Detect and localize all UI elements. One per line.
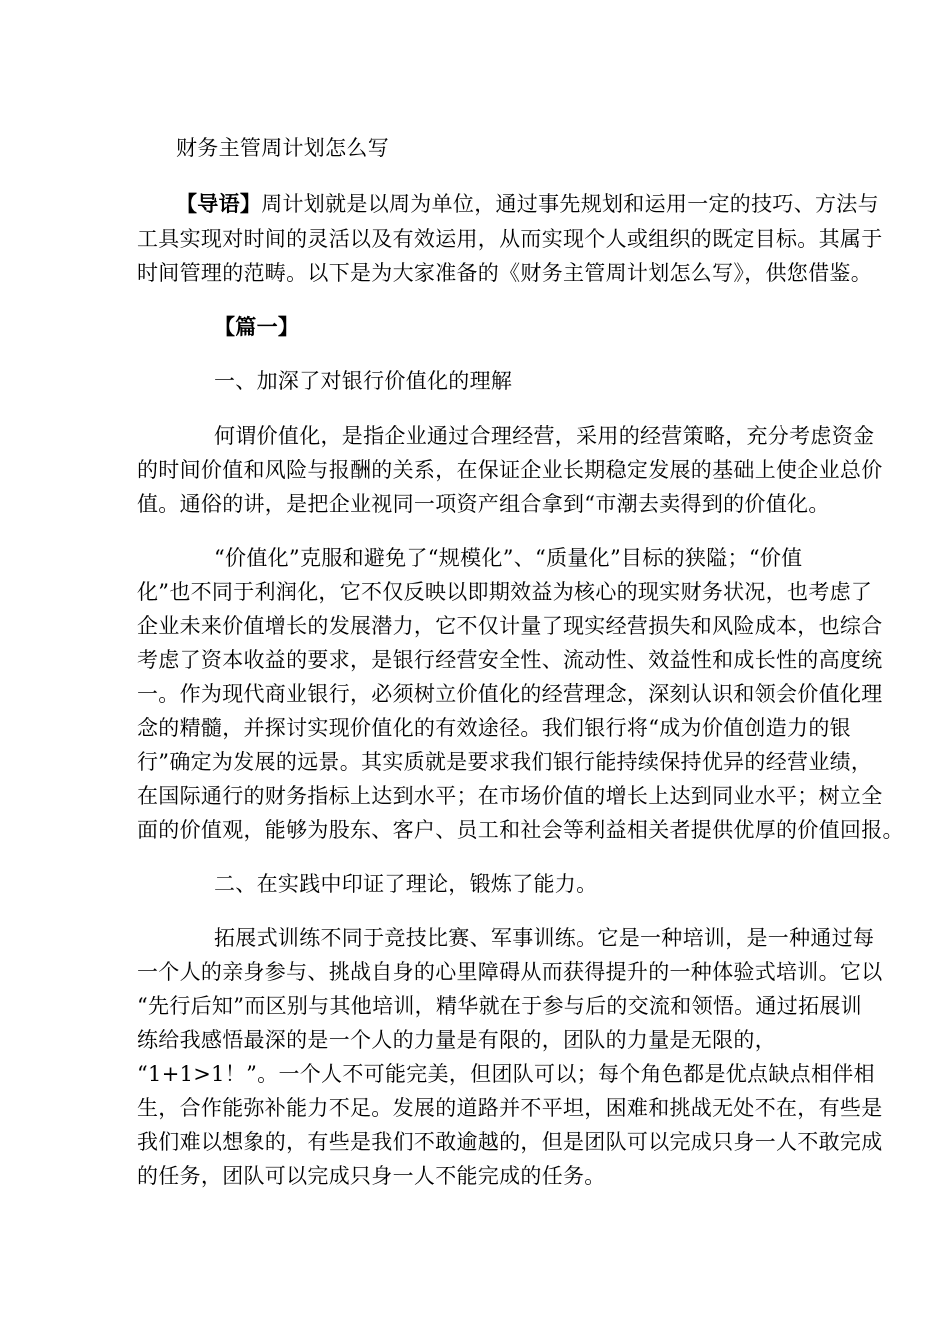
para1-line-2: 的时间价值和风险与报酬的关系，在保证企业长期稳定发展的基础上使企业总价 — [137, 458, 883, 482]
section1-heading: 一、加深了对银行价值化的理解 — [214, 369, 513, 393]
para2-line-5: 一。作为现代商业银行，必须树立价值化的经营理念，深刻认识和领会价值化理 — [137, 682, 883, 706]
para2-line-8: 在国际通行的财务指标上达到水平；在市场价值的增长上达到同业水平；树立全 — [137, 784, 883, 808]
para2-line-9: 面的价值观，能够为股东、客户、员工和社会等利益相关者提供优厚的价值回报。 — [137, 818, 904, 842]
para2-line-6: 念的精髓，并探讨实现价值化的有效途径。我们银行将“成为价值创造力的银 — [137, 716, 851, 740]
para3-line-8: 的任务，团队可以完成只身一人不能完成的任务。 — [137, 1164, 606, 1188]
para3-line-5: “1+1>1！”。一个人不可能完美，但团队可以；每个角色都是优点缺点相伴相 — [137, 1062, 875, 1086]
intro-line-1 — [176, 192, 879, 216]
para2-line-4: 考虑了资本收益的要求，是银行经营安全性、流动性、效益性和成长性的高度统 — [137, 648, 883, 672]
para3-line-3: “先行后知”而区别与其他培训，精华就在于参与后的交流和领悟。通过拓展训 — [137, 994, 862, 1018]
para3-line-2: 一个人的亲身参与、挑战自身的心里障碍从而获得提升的一种体验式培训。它以 — [137, 960, 883, 984]
intro-line-2: 工具实现对时间的灵活以及有效运用，从而实现个人或组织的既定目标。其属于 — [137, 227, 883, 251]
para3-line-6: 生，合作能弥补能力不足。发展的道路并不平坦，困难和挑战无处不在，有些是 — [137, 1096, 883, 1120]
section2-heading: 二、在实践中印证了理论，锻炼了能力。 — [214, 872, 598, 896]
para3-line-1: 拓展式训练不同于竞技比赛、军事训练。它是一种培训，是一种通过每 — [214, 926, 875, 950]
document-title: 财务主管周计划怎么写 — [176, 136, 389, 160]
para3-line-7: 我们难以想象的，有些是我们不敢逾越的，但是团队可以完成只身一人不敢完成 — [137, 1130, 883, 1154]
para3-line-4: 练给我感悟最深的是一个人的力量是有限的，团队的力量是无限的， — [137, 1028, 776, 1052]
para1-line-1: 何谓价值化，是指企业通过合理经营，采用的经营策略，充分考虑资金 — [214, 424, 875, 448]
para2-line-3: 企业未来价值增长的发展潜力，它不仅计量了现实经营损失和风险成本，也综合 — [137, 614, 883, 638]
para2-line-1: “价值化”克服和避免了“规模化”、“质量化”目标的狭隘；“价值 — [214, 546, 803, 570]
intro-line-3: 时间管理的范畴。以下是为大家准备的《财务主管周计划怎么写》，供您借鉴。 — [137, 261, 872, 285]
para1-line-3: 值。通俗的讲，是把企业视同一项资产组合拿到“市潮去卖得到的价值化。 — [137, 492, 830, 516]
part-heading: 【篇一】 — [214, 314, 300, 339]
para2-line-7: 行”确定为发展的远景。其实质就是要求我们银行能持续保持优异的经营业绩， — [137, 750, 873, 774]
intro-text-1: 周计划就是以周为单位，通过事先规划和运用一定的技巧、方法与 — [261, 192, 879, 216]
para2-line-2: 化”也不同于利润化，它不仅反映以即期效益为核心的现实财务状况，也考虑了 — [137, 580, 873, 604]
intro-label: 【导语】 — [176, 191, 262, 216]
